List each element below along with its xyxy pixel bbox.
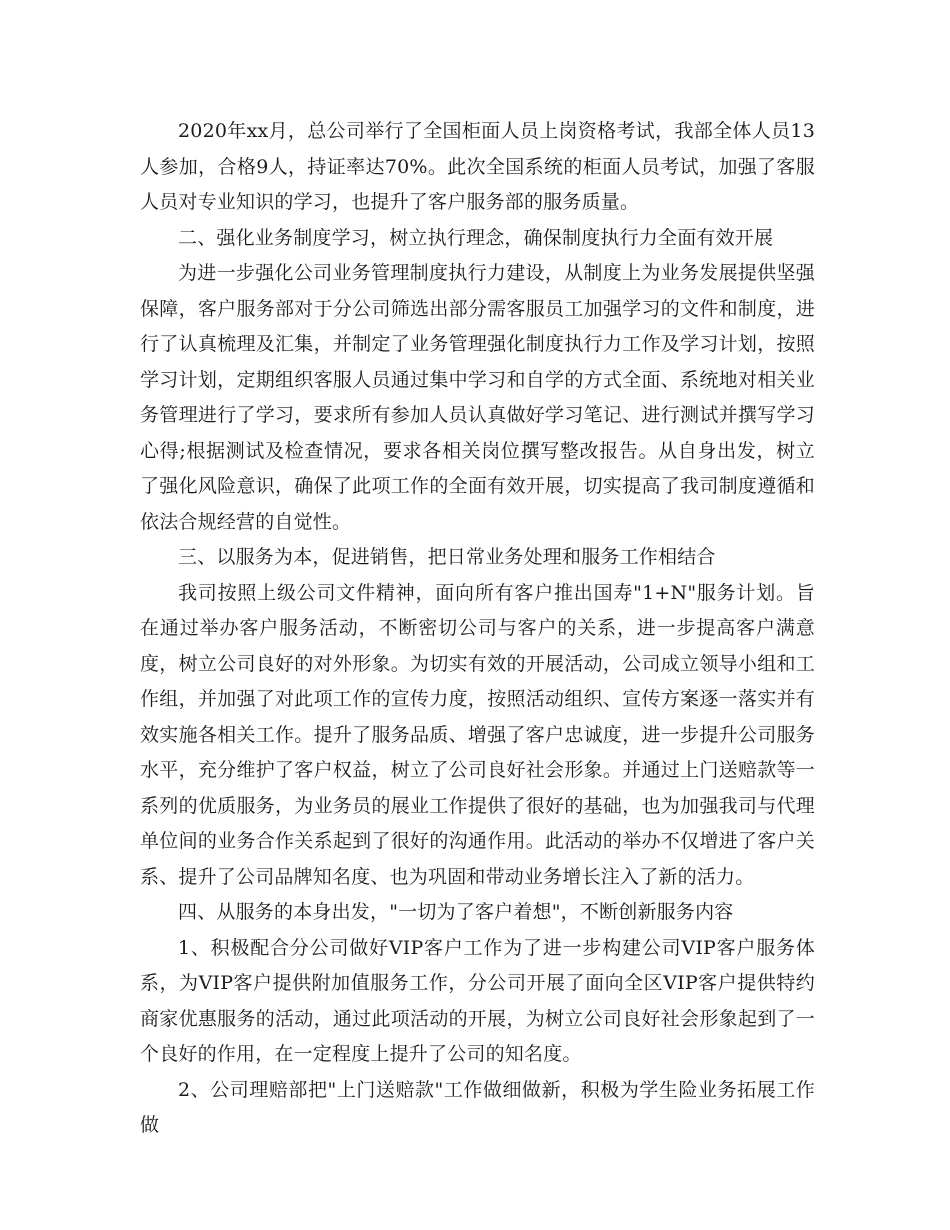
paragraph-exam-results: 2020年xx月，总公司举行了全国柜面人员上岗资格考试，我部全体人员13人参加，合格9人，持证率达70%。此次全国系统的柜面人员考试，加强了客服人员对专业知识的学习，也提升了客户服务部的服务质量。 <box>140 120 815 213</box>
paragraph-vip-service: 1、积极配合分公司做好VIP客户工作为了进一步构建公司VIP客户服务体系，为VIP客户提供附加值服务工作，分公司开展了面向全区VIP客户提供特约商家优惠服务的活动，通过此项活动的开展，为树立公司良好社会形象起到了一个良好的作用，在一定程度上提升了公司的知名度。 <box>140 936 815 1065</box>
paragraph-service-plan: 我司按照上级公司文件精神，面向所有客户推出国寿"1+N"服务计划。旨在通过举办客户服务活动，不断密切公司与客户的关系，进一步提高客户满意度，树立公司良好的对外形象。为切实有效的开展活动，公司成立领导小组和工作组，并加强了对此项工作的宣传力度，按照活动组织、宣传方案逐一落实并有效实施各相关工作。提升了服务品质、增强了客户忠诚度，进一步提升公司服务水平，充分维护了客户权益，树立了公司良好社会形象。并通过上门送赔款等一系列的优质服务，为业务员的展业工作提供了很好的基础，也为加强我司与代理单位间的业务合作关系起到了很好的沟通作用。此活动的举办不仅增进了客户关系、提升了公司品牌知名度、也为巩固和带动业务增长注入了新的活力。 <box>140 581 815 888</box>
paragraph-claims-delivery: 2、公司理赔部把"上门送赔款"工作做细做新，积极为学生险业务拓展工作做 <box>140 1078 815 1136</box>
heading-section-four: 四、从服务的本身出发，"一切为了客户着想"，不断创新服务内容 <box>178 901 734 923</box>
document-body <box>140 114 815 1144</box>
paragraph-system-study: 为进一步强化公司业务管理制度执行力建设，从制度上为业务发展提供坚强保障，客户服务部对于分公司筛选出部分需客服员工加强学习的文件和制度，进行了认真梳理及汇集，并制定了业务管理强化制度执行力工作及学习计划，按照学习计划，定期组织客服人员通过集中学习和自学的方式全面、系统地对相关业务管理进行了学习，要求所有参加人员认真做好学习笔记、进行测试并撰写学习心得;根据测试及检查情况，要求各相关岗位撰写整改报告。从自身出发，树立了强化风险意识，确保了此项工作的全面有效开展，切实提高了我司制度遵循和依法合规经营的自觉性。 <box>140 262 815 533</box>
heading-section-two: 二、强化业务制度学习，树立执行理念，确保制度执行力全面有效开展 <box>178 226 774 249</box>
heading-section-three: 三、以服务为本，促进销售，把日常业务处理和服务工作相结合 <box>178 546 716 568</box>
